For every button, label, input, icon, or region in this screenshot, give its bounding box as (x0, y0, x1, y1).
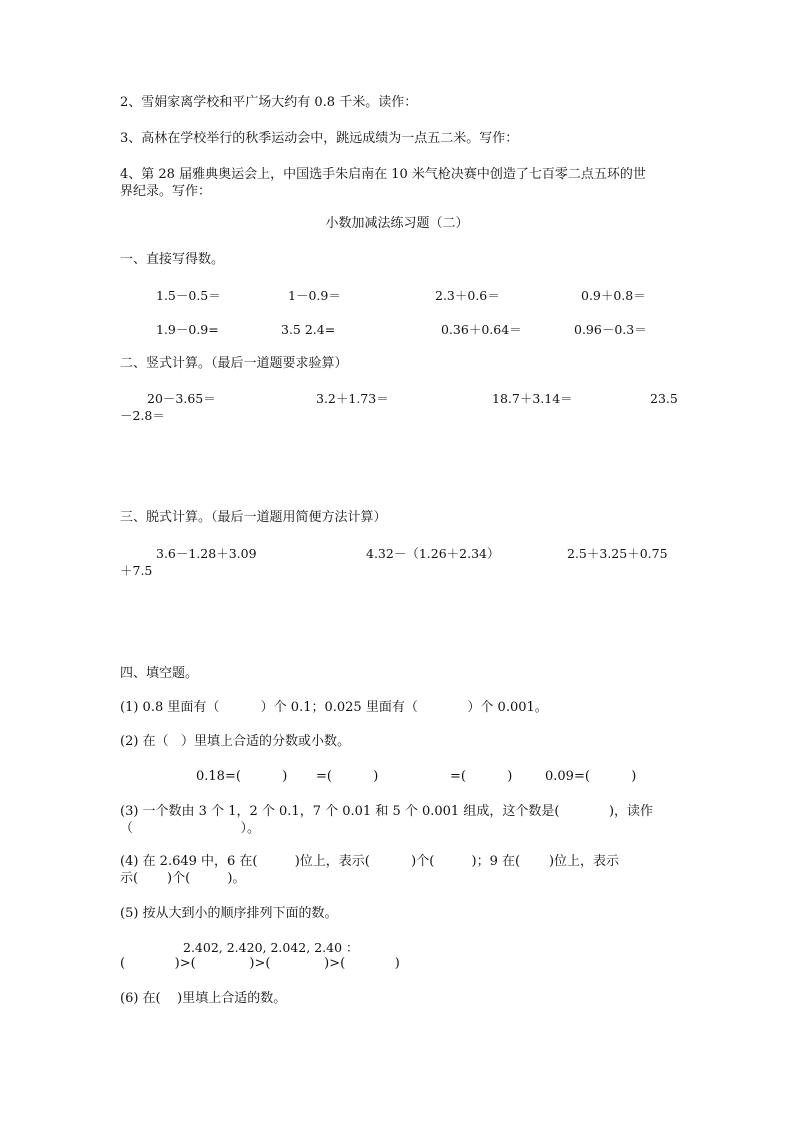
fill-blank-4-line-1: (4) 在 2.649 中，6 在( )位上，表示( )个( )；9 在( )位上，表示 (120, 854, 620, 869)
question-4-line-1: 4、第 28 届雅典奥运会上，中国选手朱启南在 10 米气枪决赛中创造了七百零二点五环的世 (120, 167, 646, 182)
section-1-heading: 一、直接写得数。 (120, 252, 225, 267)
section-2-wrap: －2.8＝ (120, 408, 165, 423)
fill-blank-2-item: 0.09=( ) (545, 769, 637, 784)
question-3: 3、高林在学校举行的秋季运动会中，跳远成绩为一点五二米。写作： (120, 131, 519, 146)
question-4-line-2: 界纪录。写作： (120, 184, 212, 199)
section-2-item: 23.5 (650, 391, 678, 406)
fill-blank-3-line-1: (3) 一个数由 3 个 1，2 个 0.1，7 个 0.01 和 5 个 0.001 组成，这个数是( )，读作 (120, 804, 654, 819)
fill-blank-3-line-2: （ ）。 (120, 821, 260, 836)
fill-blank-4-line-2: 示( )个( )。 (120, 871, 246, 886)
section-2-item: 3.2＋1.73＝ (316, 391, 389, 406)
fill-blank-1: (1) 0.8 里面有（ ）个 0.1；0.025 里面有（ ）个 0.001。 (120, 700, 548, 715)
section-3-item: 3.6－1.28＋3.09 (156, 546, 257, 561)
section-3-item: 4.32－（1.26＋2.34） (366, 546, 500, 561)
section-1-item: 2.3＋0.6＝ (435, 288, 500, 303)
section-1-item: 0.36＋0.64＝ (441, 322, 522, 337)
section-1-item: 1.9－0.9= (156, 322, 219, 337)
fill-blank-6: (6) 在( )里填上合适的数。 (120, 991, 287, 1006)
question-2: 2、雪娟家离学校和平广场大约有 0.8 千米。读作： (120, 95, 418, 110)
fill-blank-2-item: =( ) (450, 769, 513, 784)
section-3-heading: 三、脱式计算。（最后一道题用简便方法计算） (120, 510, 387, 525)
section-1-item: 0.9＋0.8＝ (581, 288, 646, 303)
fill-blank-2-item: =( ) (316, 769, 379, 784)
fill-blank-5-blanks: ( )>( )>( )>( ) (120, 956, 400, 971)
section-2-item: 18.7＋3.14＝ (492, 391, 573, 406)
fill-blank-2: (2) 在（ ）里填上合适的分数或小数。 (120, 734, 350, 749)
section-2-item: 20－3.65＝ (147, 391, 216, 406)
section-3-wrap: ＋7.5 (120, 563, 153, 578)
section-1-item: 1.5－0.5＝ (156, 288, 221, 303)
page-title: 小数加减法练习题（二） (325, 216, 469, 231)
section-1-item: 1－0.9＝ (288, 288, 341, 303)
section-1-item: 3.5 2.4= (281, 322, 336, 337)
section-4-heading: 四、填空题。 (120, 666, 199, 681)
fill-blank-2-item: 0.18=( ) (196, 769, 288, 784)
section-1-item: 0.96－0.3＝ (574, 322, 647, 337)
section-3-item: 2.5＋3.25＋0.75 (567, 546, 668, 561)
fill-blank-5-numbers: 2.402, 2.420, 2.042, 2.40 ： (183, 940, 359, 955)
section-2-heading: 二、竖式计算。（最后一道题要求验算） (120, 356, 348, 371)
fill-blank-5: (5) 按从大到小的顺序排列下面的数。 (120, 906, 338, 921)
